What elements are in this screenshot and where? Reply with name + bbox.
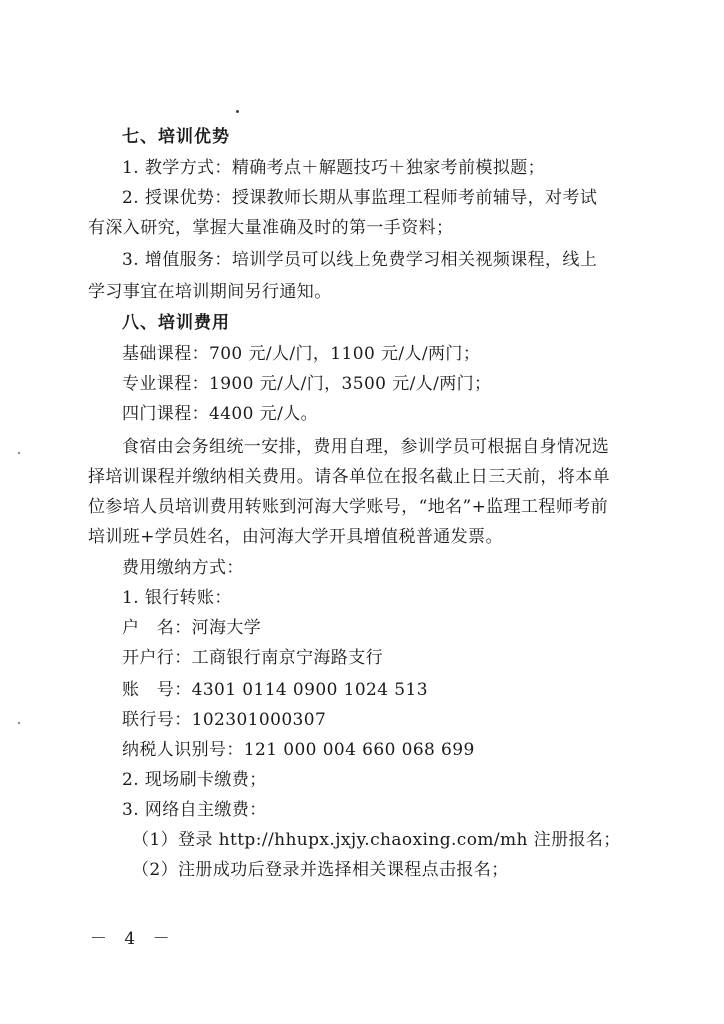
bank-code: 联行号：102301000307 xyxy=(122,710,327,730)
fee-four-courses: 四门课程：4400 元/人。 xyxy=(122,404,318,424)
fee-basic: 基础课程：700 元/人/门，1100 元/人/两门； xyxy=(122,344,481,364)
advantage-item-3: 3. 增值服务：培训学员可以线上免费学习相关视频课程，线上 xyxy=(122,250,598,270)
advantage-item-3-cont: 学习事宜在培训期间另行通知。 xyxy=(88,282,332,302)
bank-branch: 开户行：工商银行南京宁海路支行 xyxy=(122,648,383,668)
online-payment-title: 3. 网络自主缴费： xyxy=(122,800,267,820)
page-number: － 4 － xyxy=(90,929,176,949)
scan-mark xyxy=(18,722,20,724)
advantage-item-2: 2. 授课优势：授课教师长期从事监理工程师考前辅导，对考试 xyxy=(122,188,598,208)
fee-paragraph-line-4: 培训班+学员姓名，由河海大学开具增值税普通发票。 xyxy=(88,527,503,547)
payment-methods-title: 费用缴纳方式： xyxy=(122,558,244,578)
online-step-2: （2）注册成功后登录并选择相关课程点击报名； xyxy=(132,860,509,880)
bank-transfer-title: 1. 银行转账： xyxy=(122,588,232,608)
online-step-1: （1）登录 http://hhupx.jxjy.chaoxing.com/mh 注册报名； xyxy=(132,830,621,850)
fee-paragraph-line-3: 位参培人员培训费用转账到河海大学账号，“地名”+监理工程师考前 xyxy=(88,497,609,517)
tax-id: 纳税人识别号：121 000 004 660 068 699 xyxy=(122,740,475,760)
scan-mark xyxy=(18,452,20,454)
scan-dot xyxy=(236,110,239,113)
section-8-heading: 八、培训费用 xyxy=(122,313,230,333)
section-7-heading: 七、培训优势 xyxy=(122,127,230,147)
fee-professional: 专业课程：1900 元/人/门，3500 元/人/两门； xyxy=(122,374,492,394)
advantage-item-2-cont: 有深入研究，掌握大量准确及时的第一手资料； xyxy=(88,218,454,238)
account-name: 户 名：河海大学 xyxy=(122,618,262,638)
fee-paragraph-line-2: 择培训课程并缴纳相关费用。请各单位在报名截止日三天前，将本单 xyxy=(88,467,610,487)
fee-paragraph-line-1: 食宿由会务组统一安排，费用自理，参训学员可根据自身情况选 xyxy=(122,437,610,457)
advantage-item-1: 1. 教学方式：精确考点＋解题技巧＋独家考前模拟题； xyxy=(122,158,546,178)
onsite-payment: 2. 现场刷卡缴费； xyxy=(122,770,267,790)
account-number: 账 号：4301 0114 0900 1024 513 xyxy=(122,680,428,700)
